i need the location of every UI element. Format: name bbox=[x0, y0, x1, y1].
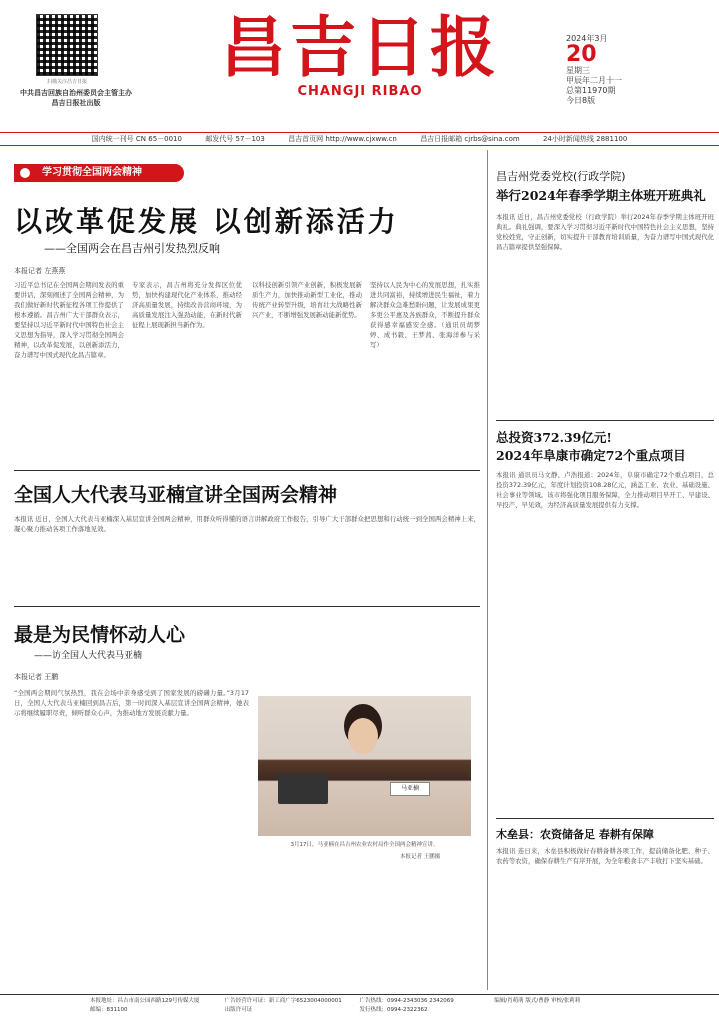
footer-col bbox=[225, 997, 360, 1024]
qr-code bbox=[36, 14, 98, 76]
page-count: 今日8版 bbox=[566, 96, 596, 105]
photo-credit: 本报记者 王鹏摄 bbox=[400, 854, 441, 860]
info-item: 24小时新闻热线 2881100 bbox=[543, 135, 628, 143]
right-mid-headline-1: 总投资372.39亿元! bbox=[496, 430, 612, 445]
right-bottom-headline: 木垒县：农资储备足 春耕有保障 bbox=[496, 828, 654, 841]
article3-subtitle: ——访全国人大代表马亚楠 bbox=[34, 651, 143, 661]
right-mid-body: 本报讯 通讯员马文静、卢浩报道：2024年，阜康市确定72个重点项目，总投资372.39亿元，年度计划投资108.28亿元，涵盖工业、农业、基础设施、社会事业等领域。该市将强化项目服务保障，全力推动项目早开工、早建设、早投产、早见效，为经济高质量发展提供有力支撑。 bbox=[496, 471, 714, 509]
issue-number: 总第11970期 bbox=[566, 86, 616, 95]
column-divider bbox=[487, 150, 488, 990]
footer-ad-phone: 广告热线：0994-2343036 2342069 bbox=[359, 998, 454, 1004]
info-item[interactable]: 昌吉日报邮箱 cjrbs@sina.com bbox=[420, 135, 520, 143]
article3-body: “全国两会期间气氛热烈，我在会场中亲身感受到了国家发展的磅礴力量。”3月17日，全国人大代表马亚楠回到昌吉后，第一时间深入基层宣讲全国两会精神，她表示将继续履职尽责，倾听群众心声，为推动地方发展贡献力量。 bbox=[14, 689, 249, 717]
right-top-headline: 举行2024年春季学期主体班开班典礼 bbox=[496, 188, 706, 203]
lead-col-4: 坚持以人民为中心的发展思想，扎实推进共同富裕，持续增进民生福祉，着力解决群众急难愁盼问题，让发展成果更多更公平惠及各族群众，不断提升群众获得感幸福感安全感。（通讯员胡梦婷、成书毅、王梦茜、张海洋参与采写） bbox=[370, 281, 480, 349]
photo-caption: 3月17日，马亚楠在昌吉州农业农村局作全国两会精神宣讲。 bbox=[290, 842, 439, 848]
lead-col-1: 习近平总书记在全国两会期间发表的重要讲话，深刻阐述了全国两会精神，为我们做好新时代新征程各项工作提供了根本遵循。昌吉州广大干部群众表示，要坚持以习近平新时代中国特色社会主义思想为指导，深入学习贯彻全国两会精神，以改革促发展，以创新添活力，奋力谱写中国式现代化昌吉篇章。 bbox=[14, 281, 124, 359]
name-placard: 马亚楠 bbox=[390, 782, 430, 796]
lead-subtitle: ——全国两会在昌吉州引发热烈反响 bbox=[44, 242, 220, 255]
footer-col bbox=[90, 997, 225, 1024]
info-item: 邮发代号 57－103 bbox=[205, 135, 265, 143]
lead-col-2: 专家表示，昌吉州将充分发挥区位优势，加快构建现代化产业体系，推动经济高质量发展，持续改善营商环境，为高质量发展注入强劲动能，在新时代新征程上展现新担当新作为。 bbox=[132, 281, 242, 329]
right-mid-headline-2: 2024年阜康市确定72个重点项目 bbox=[496, 448, 686, 463]
lead-col-3: 以科技创新引领产业创新，积极发展新质生产力，加快推动新型工业化，推动传统产业转型升级，培育壮大战略性新兴产业，不断增强发展新动能新优势。 bbox=[252, 281, 362, 319]
footer-permit: 出版许可证 bbox=[224, 1007, 253, 1013]
weekday: 星期三 bbox=[566, 66, 590, 75]
article3-headline: 最是为民情怀动人心 bbox=[14, 624, 186, 646]
footer-editors: 编辑/肖萌萌 版式/曹静 审校/张莉莉 bbox=[494, 998, 581, 1004]
divider bbox=[496, 420, 714, 421]
laptop-icon bbox=[278, 774, 328, 804]
publisher-line: 中共昌吉回族自治州委员会主管主办 bbox=[20, 89, 132, 97]
lead-headline: 以改革促发展 以创新添活力 bbox=[14, 205, 399, 238]
article3-photo bbox=[258, 696, 471, 836]
info-item[interactable]: 昌吉首页网 http://www.cjxww.cn bbox=[288, 135, 397, 143]
footer-postcode: 邮编：831100 bbox=[90, 1007, 128, 1013]
divider bbox=[496, 818, 714, 819]
lead-byline: 本报记者 左燕燕 bbox=[14, 267, 66, 275]
publisher-info bbox=[6, 88, 146, 108]
section-tag: 学习贯彻全国两会精神 bbox=[14, 164, 184, 182]
qr-caption: 扫描关注昌吉日报 bbox=[46, 79, 87, 85]
lunar-date: 甲辰年二月十一 bbox=[566, 76, 622, 85]
footer-col bbox=[494, 997, 629, 1024]
right-bottom-body: 本报讯 连日来，木垒县积极做好春耕备耕各项工作，提前储备化肥、种子、农药等农资，确保春耕生产有序开展，为全年粮食丰产丰收打下坚实基础。 bbox=[496, 847, 714, 865]
article3-byline: 本报记者 王鹏 bbox=[14, 673, 59, 681]
right-top-body: 本报讯 近日，昌吉州党委党校（行政学院）举行2024年春季学期主体班开班典礼。典礼强调，要深入学习贯彻习近平新时代中国特色社会主义思想，坚持党校姓党，守正创新，切实提升干部教育培训质量，为奋力谱写中国式现代化昌吉篇章提供坚强保障。 bbox=[496, 213, 714, 251]
info-item: 国内统一刊号 CN 65－0010 bbox=[91, 135, 182, 143]
right-top-kicker: 昌吉州党委党校(行政学院) bbox=[496, 170, 626, 183]
divider bbox=[14, 470, 480, 471]
footer bbox=[0, 994, 719, 1024]
publisher-line: 昌吉日报社出版 bbox=[51, 99, 101, 107]
info-bar bbox=[0, 132, 719, 146]
footer-license: 广告经营许可证：新工商广字6523004000001 bbox=[224, 998, 342, 1004]
footer-address: 本报地址：昌吉市南公园西路129号传媒大厦 bbox=[90, 998, 200, 1004]
article2-headline: 全国人大代表马亚楠宣讲全国两会精神 bbox=[14, 484, 338, 506]
date-day: 20 bbox=[566, 42, 597, 67]
masthead-logo: 昌吉日报 bbox=[220, 8, 500, 86]
date-block bbox=[566, 34, 716, 106]
footer-col bbox=[360, 997, 495, 1024]
article2-body: 本报讯 近日，全国人大代表马亚楠深入基层宣讲全国两会精神，用群众听得懂的语言讲解政府工作报告，引导广大干部群众把思想和行动统一到全国两会精神上来，凝心聚力推动各项工作落地见效。 bbox=[14, 515, 480, 533]
date-month: 2024年3月 bbox=[566, 34, 608, 43]
masthead-pinyin: CHANGJI RIBAO bbox=[297, 84, 423, 99]
person-figure bbox=[348, 718, 378, 754]
footer-dist-phone: 发行热线：0994-2322362 bbox=[359, 1007, 428, 1013]
divider bbox=[14, 606, 480, 607]
